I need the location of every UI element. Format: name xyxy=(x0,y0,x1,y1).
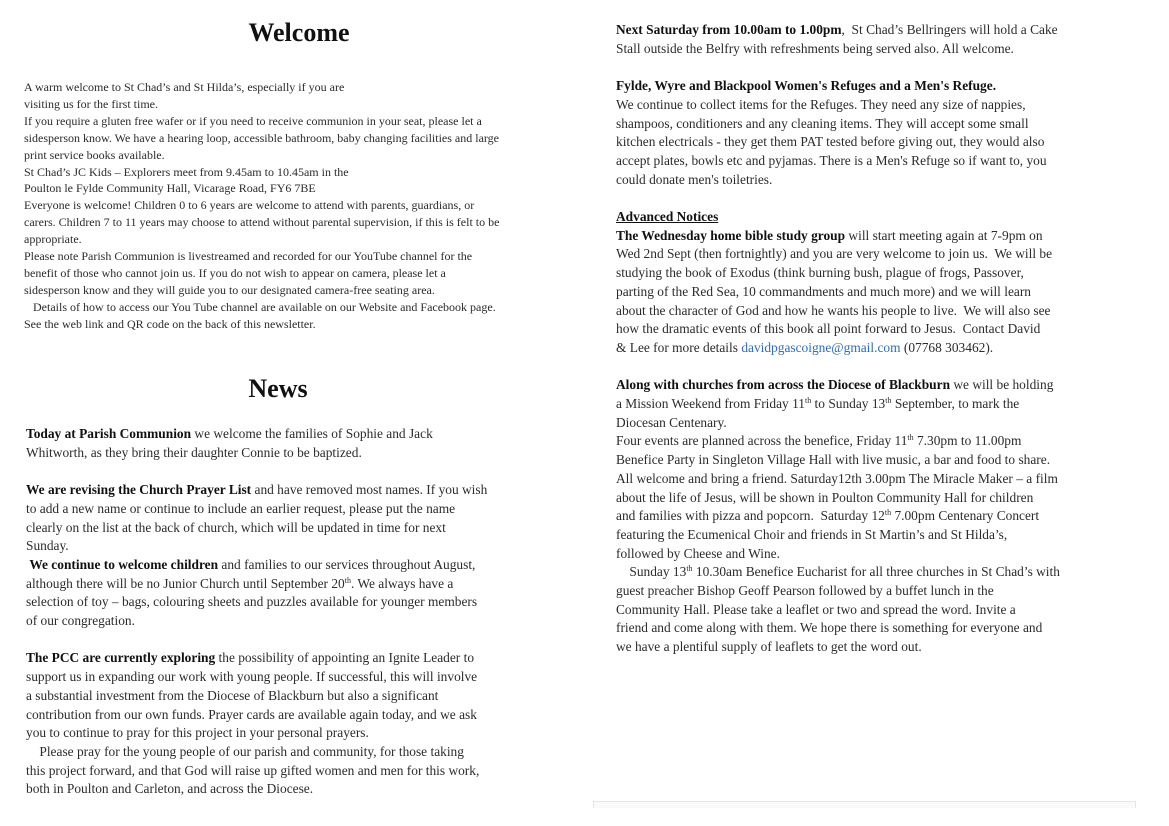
notices-section xyxy=(616,21,1060,657)
welcome-line: Everyone is welcome! Children 0 to 6 years are welcome to attend with parents, guardians, or xyxy=(24,198,475,213)
news-text: although there will be no Junior Church until September 20 xyxy=(26,575,345,591)
news-text: we welcome the families of Sophie and Jack xyxy=(191,426,433,441)
ordinal-suffix: th xyxy=(344,575,351,585)
news-paragraph-children xyxy=(26,556,487,631)
news-text: of our congregation. xyxy=(26,613,135,629)
notice-text: All welcome and bring a friend. Saturday12th 3.00pm The Miracle Maker – a film xyxy=(616,470,1058,486)
notice-text: about the life of Jesus, will be shown in Poulton Community Hall for children xyxy=(616,489,1034,505)
notice-text: (07768 303462). xyxy=(900,339,994,355)
ordinal-suffix: th xyxy=(686,564,693,574)
notice-text: 10.30am Benefice Eucharist for all three churches in St Chad’s with xyxy=(692,564,1060,580)
notice-text: Four events are planned across the benefice, Friday 11 xyxy=(616,433,908,449)
news-text: you to continue to pray for this project in your personal prayers. xyxy=(26,725,369,741)
news-lead: We continue to welcome children xyxy=(29,556,219,572)
notice-text: Sunday 13 xyxy=(616,564,687,580)
notice-text: Stall outside the Belfry with refreshments being served also. All welcome. xyxy=(616,40,1014,56)
advanced-notices-heading: Advanced Notices xyxy=(616,209,719,224)
welcome-line: If you require a gluten free wafer or if you need to receive communion in your seat, please let a xyxy=(24,113,482,128)
welcome-line: print service books available. xyxy=(24,147,165,162)
notice-text: guest preacher Bishop Geoff Pearson followed by a buffet lunch in the xyxy=(616,583,994,599)
news-paragraph-pcc xyxy=(26,649,487,799)
notice-text: , St Chad’s Bellringers will hold a Cake xyxy=(841,22,1058,37)
notice-text: studying the book of Exodus (think burning bush, plague of frogs, Passover, xyxy=(616,265,1024,281)
notice-text: featuring the Ecumenical Choir and friends in St Martin’s and St Hilda’s, xyxy=(616,526,1008,542)
refuges-paragraph xyxy=(616,77,1060,189)
notice-text: will start meeting again at 7-9pm on xyxy=(845,227,1043,243)
news-text: this project forward, and that God will raise up gifted women and men for this work, xyxy=(26,762,480,778)
notice-text: we have a plentiful supply of leaflets to get the word out. xyxy=(616,639,922,655)
welcome-line: carers. Children 7 to 11 years may choose to attend without parental supervision, if this is felt to be xyxy=(24,215,500,230)
news-text: to add a new name or continue to include an earlier request, please put the name xyxy=(26,500,456,516)
email-link[interactable]: davidpgascoigne@gmail.com xyxy=(741,339,901,355)
notice-text: Benefice Party in Singleton Village Hall with live music, a bar and food to share. xyxy=(616,452,1051,468)
notice-text: we will be holding xyxy=(950,377,1054,393)
ordinal-suffix: th xyxy=(884,508,892,518)
news-lead: We are revising the Church Prayer List xyxy=(26,482,252,498)
notice-text: & Lee for more details xyxy=(616,339,742,355)
notice-text: could donate men's toiletries. xyxy=(616,171,773,187)
news-text: selection of toy – bags, colouring sheets and puzzles available for younger members xyxy=(26,594,478,610)
notice-text: accept plates, bowls etc and pyjamas. There is a Men's Refuge so if want to, you xyxy=(616,152,1047,168)
news-text: Whitworth, as they bring their daughter Connie to be baptized. xyxy=(26,444,362,460)
notice-text: We continue to collect items for the Refuges. They need any size of nappies, xyxy=(616,96,1026,112)
notice-text: 7.00pm Centenary Concert xyxy=(891,508,1040,524)
news-text: Sunday. xyxy=(26,538,69,554)
welcome-line: Details of how to access our You Tube channel are available on our Website and Facebook page. xyxy=(24,299,496,314)
welcome-line: visiting us for the first time. xyxy=(24,96,158,111)
news-paragraph-baptism xyxy=(26,425,487,462)
notice-text: about the character of God and how he wants his people to live. We will also see xyxy=(616,302,1051,318)
ordinal-suffix: th xyxy=(907,433,914,443)
notice-text: Wed 2nd Sept (then fortnightly) and you are very welcome to join us. We will be xyxy=(616,246,1053,262)
notice-text: Community Hall. Please take a leaflet or two and spread the word. Invite a xyxy=(616,601,1016,617)
news-lead: The PCC are currently exploring xyxy=(26,650,216,666)
notice-text: shampoos, conditioners and any cleaning items. They will accept some small xyxy=(616,115,1029,131)
notice-lead: Fylde, Wyre and Blackpool Women's Refuges and a Men's Refuge. xyxy=(616,78,997,94)
news-text: support us in expanding our work with young people. If successful, this will involve xyxy=(26,669,478,685)
notice-text: September, to mark the xyxy=(891,396,1020,412)
news-text: contribution from our own funds. Prayer cards are available again today, and we ask xyxy=(26,706,477,722)
ordinal-suffix: th xyxy=(804,396,812,406)
welcome-line: appropriate. xyxy=(24,232,82,247)
welcome-line: See the web link and QR code on the back of this newsletter. xyxy=(24,316,316,331)
news-lead: Today at Parish Communion xyxy=(26,426,192,441)
notice-text: and families with pizza and popcorn. Saturday 12 xyxy=(616,508,885,524)
notice-text: parting of the Red Sea, 10 commandments and much more) and we will learn xyxy=(616,283,1031,299)
notice-lead: The Wednesday home bible study group xyxy=(616,227,846,243)
news-text: Please pray for the young people of our parish and community, for those taking xyxy=(26,743,464,759)
news-text: the possibility of appointing an Ignite Leader to xyxy=(215,650,475,666)
news-section xyxy=(26,425,487,799)
cake-stall-paragraph xyxy=(616,21,1060,58)
mission-weekend-paragraph xyxy=(616,376,1060,657)
notice-text: to Sunday 13 xyxy=(811,396,886,412)
news-text: . We always have a xyxy=(350,575,454,591)
page-edge-strip xyxy=(593,801,1136,808)
welcome-line: Please note Parish Communion is livestreamed and recorded for our YouTube channel for the xyxy=(24,249,473,264)
notice-text: friend and come along with them. We hope there is something for everyone and xyxy=(616,620,1043,636)
notice-text: Diocesan Centenary. xyxy=(616,414,727,430)
welcome-section xyxy=(24,79,499,333)
notice-text: followed by Cheese and Wine. xyxy=(616,545,780,561)
news-text: a substantial investment from the Diocese of Blackburn but also a significant xyxy=(26,687,439,703)
welcome-line: sidesperson know. We have a hearing loop, accessible bathroom, baby changing facilities and large xyxy=(24,130,499,145)
news-text: clearly on the list at the back of church, which will be updated in time for next xyxy=(26,519,446,535)
news-text: both in Poulton and Carleton, and across the Diocese. xyxy=(26,781,314,797)
notice-text: a Mission Weekend from Friday 11 xyxy=(616,396,805,412)
advanced-notices-paragraph xyxy=(616,208,1060,358)
welcome-heading: Welcome xyxy=(248,18,350,47)
news-text: and have removed most names. If you wish xyxy=(251,482,488,498)
notice-lead: Along with churches from across the Diocese of Blackburn xyxy=(616,377,951,393)
notice-text: kitchen electricals - they get them PAT tested before giving out, they would also xyxy=(616,134,1045,150)
news-paragraph-prayer-list xyxy=(26,481,487,556)
notice-text: how the dramatic events of this book all point forward to Jesus. Contact David xyxy=(616,321,1041,337)
welcome-line: sidesperson know and they will guide you to our designated camera-free seating area. xyxy=(24,282,435,297)
notice-lead: Next Saturday from 10.00am to 1.00pm xyxy=(616,22,842,37)
welcome-line: St Chad’s JC Kids – Explorers meet from 9.45am to 10.45am in the xyxy=(24,164,349,179)
ordinal-suffix: th xyxy=(885,396,892,406)
welcome-line: benefit of those who cannot join us. If you do not wish to appear on camera, please let a xyxy=(24,265,446,280)
notice-text: 7.30pm to 11.00pm xyxy=(913,433,1022,449)
news-heading: News xyxy=(248,374,308,403)
welcome-line: A warm welcome to St Chad’s and St Hilda’s, especially if you are xyxy=(24,80,345,94)
welcome-line: Poulton le Fylde Community Hall, Vicarage Road, FY6 7BE xyxy=(24,181,316,196)
news-text: and families to our services throughout August, xyxy=(218,556,476,572)
